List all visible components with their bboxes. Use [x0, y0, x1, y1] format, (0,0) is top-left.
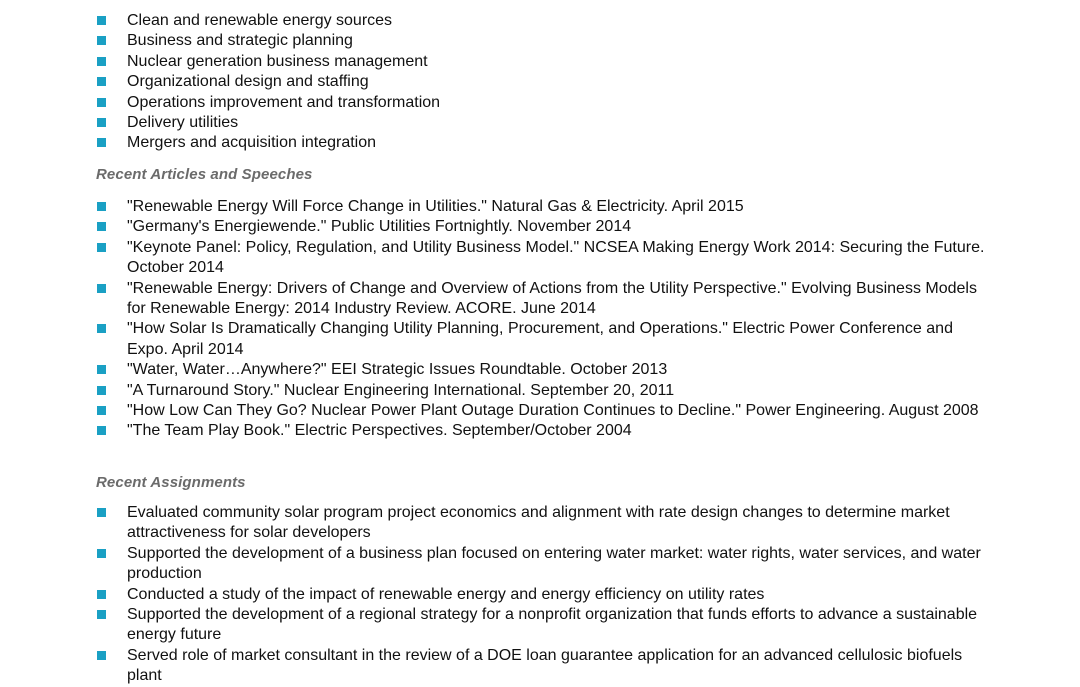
list-item-text: Evaluated community solar program project economics and alignment with rate design changes to determine market attractiveness for solar developers: [127, 504, 950, 542]
bullet-icon: [97, 610, 106, 619]
list-item-text: "The Team Play Book." Electric Perspectives. September/October 2004: [127, 422, 632, 440]
bullet-icon: [97, 651, 106, 660]
list-item-text: "Germany's Energiewende." Public Utilities Fortnightly. November 2014: [127, 218, 632, 236]
articles-heading: Recent Articles and Speeches: [96, 166, 313, 183]
list-item-text: "Renewable Energy: Drivers of Change and Overview of Actions from the Utility Perspective." Evolving Business Models for Renewable Energy: 2014 Industry Review. ACORE. June 2014: [127, 279, 977, 318]
list-item-text: "A Turnaround Story." Nuclear Engineering International. September 20, 2011: [127, 381, 675, 399]
list-item-text: Conducted a study of the impact of renewable energy and energy efficiency on utility rates: [127, 585, 765, 603]
bullet-icon: [97, 549, 106, 558]
list-item-text: "Renewable Energy Will Force Change in Utilities." Natural Gas & Electricity. April 2015: [127, 198, 744, 215]
bullet-icon: [97, 406, 106, 415]
list-item-text: Business and strategic planning: [127, 32, 353, 50]
list-item: [0, 646, 1080, 687]
list-item: [0, 31, 1080, 51]
list-item-text: Nuclear generation business management: [127, 52, 428, 70]
expertise-list: [0, 11, 1080, 154]
list-item: [0, 113, 1080, 133]
list-item-text: Delivery utilities: [127, 114, 239, 132]
list-item: [0, 93, 1080, 113]
list-item: [0, 72, 1080, 92]
bullet-icon: [97, 222, 106, 231]
list-item: [0, 319, 1080, 360]
bullet-icon: [97, 77, 106, 86]
assignments-list: [0, 503, 1080, 687]
list-item: [0, 133, 1080, 153]
list-item: [0, 401, 1080, 421]
list-item-text: Supported the development of a business plan focused on entering water market: water rights, water services, and water production: [127, 544, 981, 583]
bullet-icon: [97, 426, 106, 435]
list-item: [0, 11, 1080, 31]
list-item-text: Served role of market consultant in the review of a DOE loan guarantee application for an advanced cellulosic biofuels plant: [127, 646, 963, 685]
bullet-icon: [97, 324, 106, 333]
list-item: [0, 279, 1080, 320]
bullet-icon: [97, 36, 106, 45]
list-item-text: Supported the development of a regional strategy for a nonprofit organization that funds efforts to advance a sustainable energy future: [127, 606, 978, 644]
bullet-icon: [97, 16, 106, 25]
bullet-icon: [97, 118, 106, 127]
bullet-icon: [97, 508, 106, 517]
list-item-text: "Keynote Panel: Policy, Regulation, and Utility Business Model." NCSEA Making Energy Work 2014: Securing the Future. October 2014: [127, 238, 985, 277]
list-item: [0, 585, 1080, 605]
list-item: [0, 217, 1080, 237]
list-item-text: "How Solar Is Dramatically Changing Utility Planning, Procurement, and Operations." Electric Power Conference and Expo. April 2014: [127, 320, 953, 358]
bullet-icon: [97, 98, 106, 107]
list-item: [0, 381, 1080, 401]
list-item: [0, 421, 1080, 441]
list-item-text: "Water, Water…Anywhere?" EEI Strategic Issues Roundtable. October 2013: [127, 361, 668, 379]
bullet-icon: [97, 284, 106, 293]
list-item: [0, 238, 1080, 279]
list-item: [0, 197, 1080, 217]
list-item-text: Clean and renewable energy sources: [127, 12, 393, 29]
bullet-icon: [97, 57, 106, 66]
assignments-heading: Recent Assignments: [96, 474, 246, 491]
list-item-text: "How Low Can They Go? Nuclear Power Plant Outage Duration Continues to Decline." Power Engineering. August 2008: [127, 402, 979, 420]
list-item: [0, 52, 1080, 72]
bullet-icon: [97, 138, 106, 147]
list-item: [0, 503, 1080, 544]
bullet-icon: [97, 365, 106, 374]
bullet-icon: [97, 202, 106, 211]
bullet-icon: [97, 386, 106, 395]
bullet-icon: [97, 590, 106, 599]
list-item: [0, 544, 1080, 585]
list-item-text: Mergers and acquisition integration: [127, 134, 377, 152]
list-item: [0, 360, 1080, 380]
bullet-icon: [97, 243, 106, 252]
list-item-text: Organizational design and staffing: [127, 73, 369, 91]
list-item-text: Operations improvement and transformation: [127, 93, 441, 111]
list-item: [0, 605, 1080, 646]
articles-list: [0, 197, 1080, 442]
